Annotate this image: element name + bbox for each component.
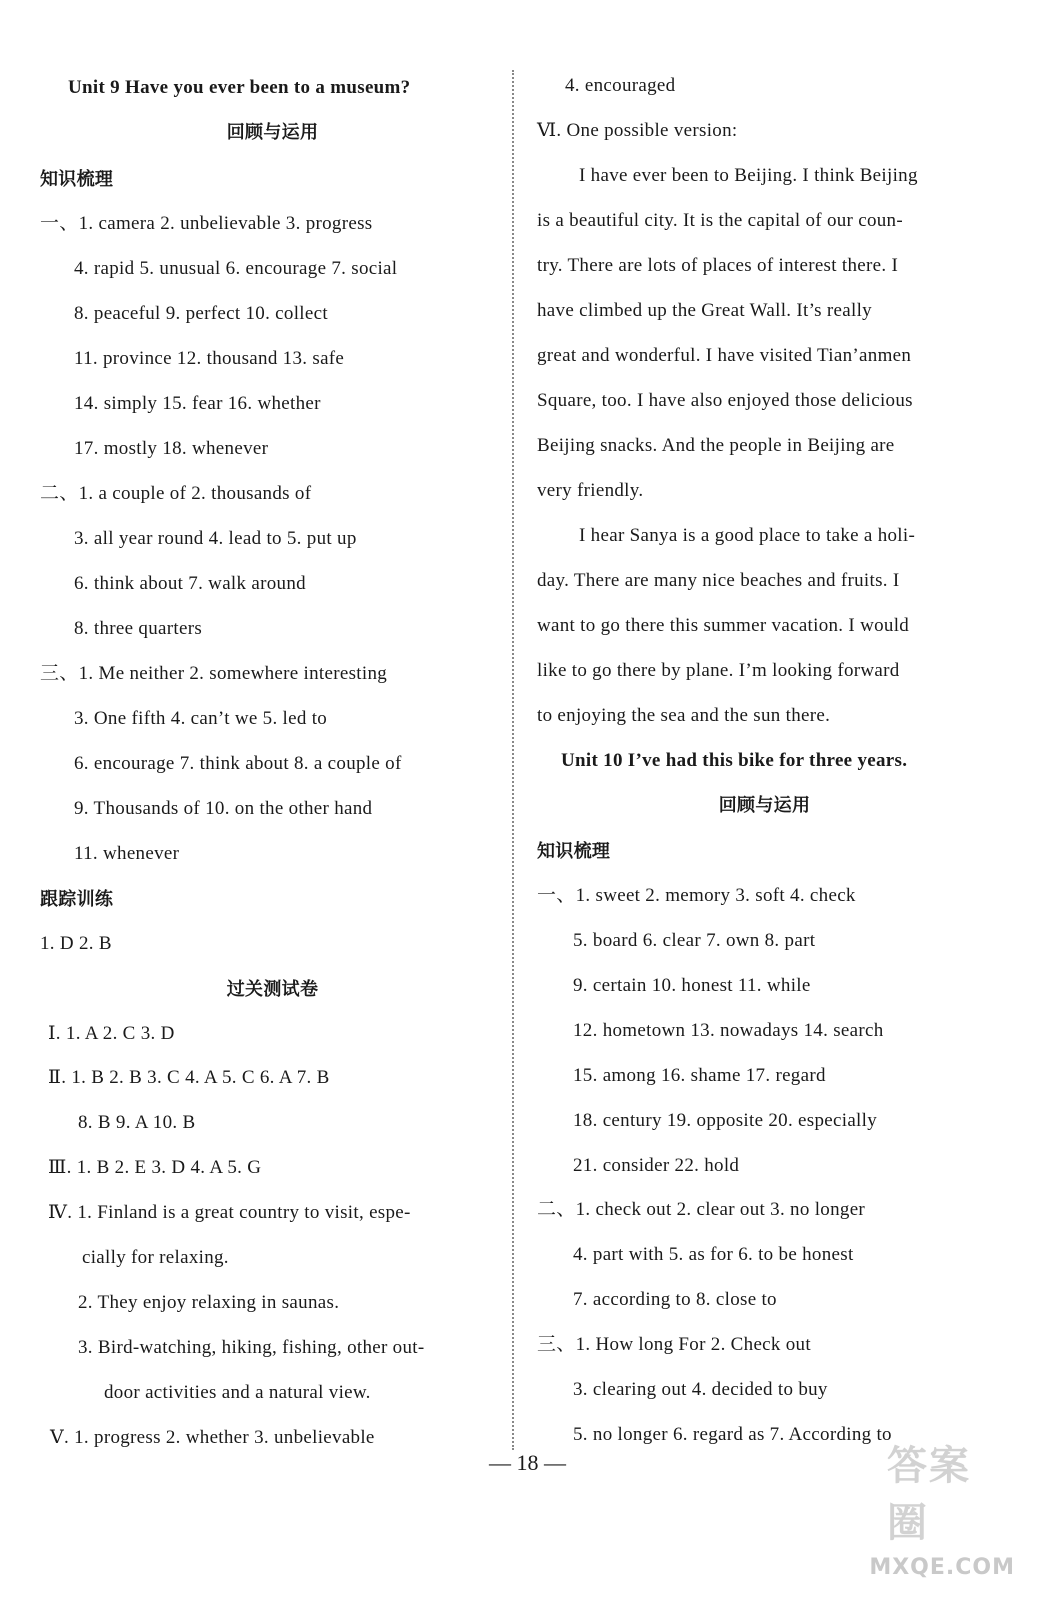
unit10-part1-line: 9. certain 10. honest 11. while (573, 975, 811, 996)
unit10-part1-line: 12. hometown 13. nowadays 14. search (573, 1020, 884, 1041)
unit9-test-line: Ⅰ. 1. A 2. C 3. D (48, 1023, 175, 1044)
unit9-part5-continued: 4. encouraged (565, 75, 676, 96)
unit9-title: Unit 9 Have you ever been to a museum? (68, 77, 411, 98)
watermark-logo (869, 1443, 1037, 1592)
unit9-part2-line: 3. all year round 4. lead to 5. put up (74, 528, 357, 549)
unit9-part2-line: 8. three quarters (74, 618, 203, 639)
unit9-part2-line: 二、1. a couple of 2. thousands of (40, 483, 312, 504)
unit9-part1-line: 4. rapid 5. unusual 6. encourage 7. social (74, 258, 398, 279)
unit9-part3-line: 6. encourage 7. think about 8. a couple of (74, 753, 402, 774)
essay-line: day. There are many nice beaches and fruits. I (537, 570, 900, 591)
essay-line: to enjoying the sea and the sun there. (537, 705, 831, 726)
unit9-test-heading: 过关测试卷 (226, 979, 319, 1000)
unit9-part1-line: 8. peaceful 9. perfect 10. collect (74, 303, 328, 324)
unit9-part3-line: 11. whenever (74, 843, 180, 864)
unit9-test-line: Ⅳ. 1. Finland is a great country to visit, espe- (48, 1202, 411, 1223)
unit9-part1-line: 11. province 12. thousand 13. safe (74, 348, 345, 369)
unit9-tracking-answers: 1. D 2. B (40, 933, 112, 954)
unit9-test-line: 2. They enjoy relaxing in saunas. (78, 1292, 340, 1313)
unit9-test-line: Ⅲ. 1. B 2. E 3. D 4. A 5. G (48, 1157, 262, 1178)
unit10-part1-line: 一、1. sweet 2. memory 3. soft 4. check (537, 885, 856, 906)
essay-line: Beijing snacks. And the people in Beijing are (537, 435, 895, 456)
unit9-test-line: cially for relaxing. (82, 1247, 229, 1268)
unit10-review-heading: 回顾与运用 (718, 795, 811, 816)
unit9-test-line: 3. Bird-watching, hiking, fishing, other out- (78, 1337, 425, 1358)
unit10-part3-line: 三、1. How long For 2. Check out (537, 1334, 811, 1355)
unit9-test-line: door activities and a natural view. (104, 1382, 371, 1403)
essay-line: want to go there this summer vacation. I would (537, 615, 910, 636)
watermark-cn-text: 答案圈 (887, 1443, 971, 1546)
unit10-part1-line: 5. board 6. clear 7. own 8. part (573, 930, 816, 951)
watermark-url-text: MXQE.COM (869, 1555, 1015, 1580)
unit10-part1-line: 15. among 16. shame 17. regard (573, 1065, 826, 1086)
essay-line: is a beautiful city. It is the capital of our coun- (537, 210, 903, 231)
column-divider (512, 70, 514, 1450)
essay-line: I have ever been to Beijing. I think Beijing (579, 165, 918, 186)
unit9-part1-line: 14. simply 15. fear 16. whether (74, 393, 321, 414)
essay-line: like to go there by plane. I’m looking forward (537, 660, 900, 681)
essay-line: very friendly. (537, 480, 644, 501)
unit9-part1-line: 17. mostly 18. whenever (74, 438, 269, 459)
unit10-title: Unit 10 I’ve had this bike for three years. (561, 750, 908, 771)
unit10-part3-line: 3. clearing out 4. decided to buy (573, 1379, 828, 1400)
essay-line: Square, too. I have also enjoyed those delicious (537, 390, 913, 411)
unit9-part2-line: 6. think about 7. walk around (74, 573, 306, 594)
writing-label: Ⅵ. One possible version: (537, 120, 738, 141)
essay-line: great and wonderful. I have visited Tian’anmen (537, 345, 912, 366)
unit9-tracking-heading: 跟踪训练 (40, 889, 114, 910)
unit9-test-line: 8. B 9. A 10. B (78, 1112, 196, 1133)
unit10-part2-line: 7. according to 8. close to (573, 1289, 777, 1310)
unit10-part2-line: 4. part with 5. as for 6. to be honest (573, 1244, 854, 1265)
unit9-part1-line: 一、1. camera 2. unbelievable 3. progress (40, 213, 373, 234)
essay-line: have climbed up the Great Wall. It’s really (537, 300, 872, 321)
unit9-test-line: Ⅱ. 1. B 2. B 3. C 4. A 5. C 6. A 7. B (48, 1067, 330, 1088)
unit10-part3-line: 5. no longer 6. regard as 7. According to (573, 1424, 892, 1445)
unit9-part3-line: 3. One fifth 4. can’t we 5. led to (74, 708, 328, 729)
unit9-part3-line: 三、1. Me neither 2. somewhere interesting (40, 663, 388, 684)
unit9-part3-line: 9. Thousands of 10. on the other hand (74, 798, 373, 819)
essay-line: try. There are lots of places of interest there. I (537, 255, 899, 276)
unit10-part1-line: 21. consider 22. hold (573, 1155, 740, 1176)
unit10-part2-line: 二、1. check out 2. clear out 3. no longer (537, 1199, 866, 1220)
unit9-review-heading: 回顾与运用 (226, 122, 319, 143)
unit10-knowledge-heading: 知识梳理 (537, 841, 611, 862)
page-number: — 18 — (489, 1450, 566, 1475)
unit9-knowledge-heading: 知识梳理 (40, 169, 114, 190)
unit9-test-line: Ⅴ. 1. progress 2. whether 3. unbelievable (50, 1427, 375, 1448)
unit10-part1-line: 18. century 19. opposite 20. especially (573, 1110, 878, 1131)
essay-line: I hear Sanya is a good place to take a holi- (579, 525, 916, 546)
